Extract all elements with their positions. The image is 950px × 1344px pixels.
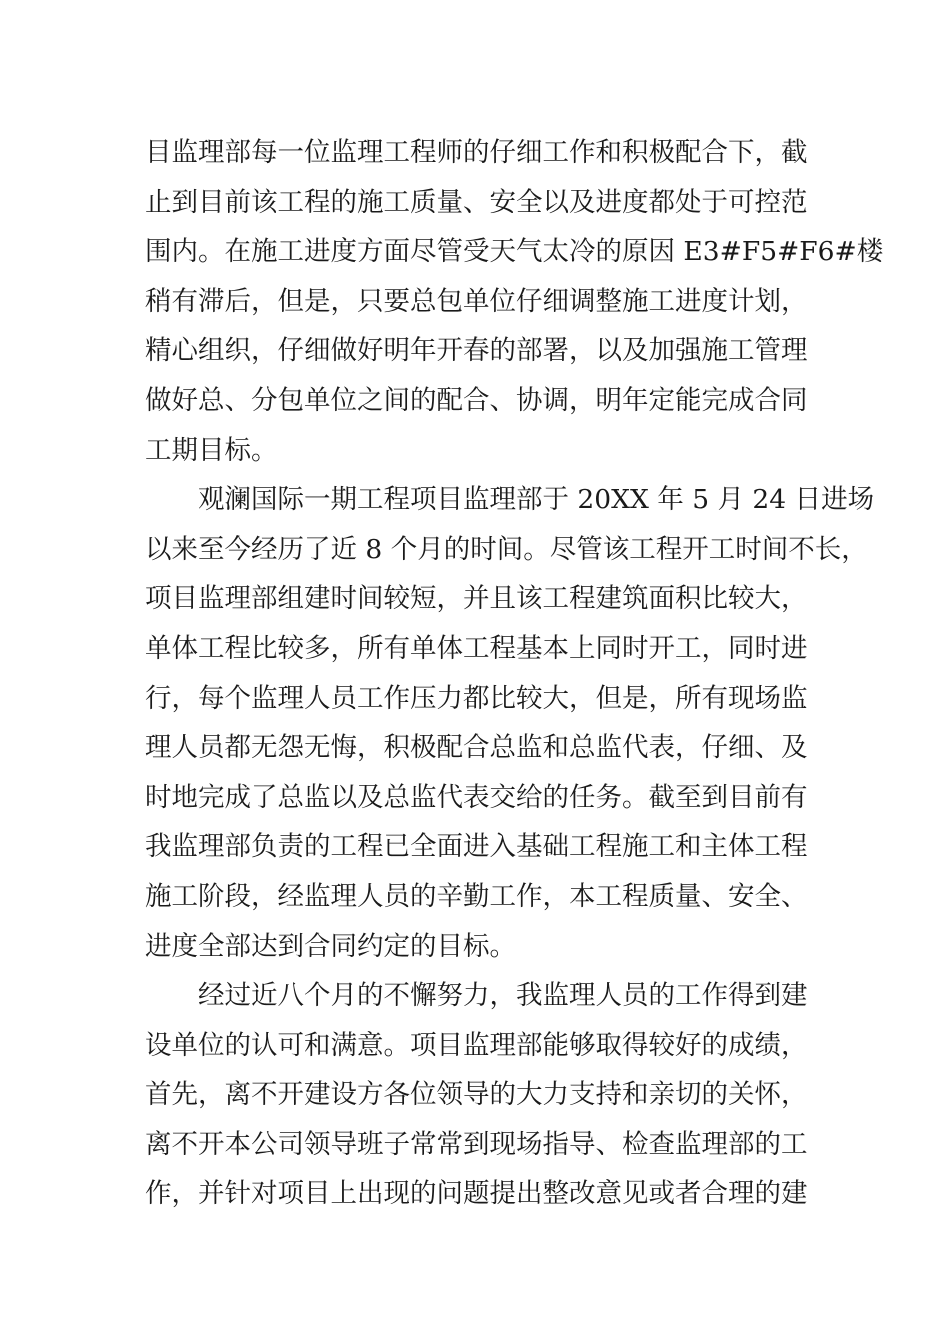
text-line: 单体工程比较多，所有单体工程基本上同时开工，同时进 [145, 632, 808, 664]
text-line: 项目监理部组建时间较短，并且该工程建筑面积比较大， [145, 583, 808, 615]
text-line: 离不开本公司领导班子常常到现场指导、检查监理部的工 [145, 1128, 808, 1160]
text-line: 行，每个监理人员工作压力都比较大，但是，所有现场监 [145, 682, 808, 714]
text-line: 理人员都无怨无悔，积极配合总监和总监代表，仔细、及 [145, 732, 808, 764]
text-line: 观澜国际一期工程项目监理部于 20XX 年 5 月 24 日进场 [198, 484, 875, 516]
text-line: 设单位的认可和满意。项目监理部能够取得较好的成绩， [145, 1029, 808, 1061]
text-line: 进度全部达到合同约定的目标。 [145, 930, 516, 962]
text-line: 止到目前该工程的施工质量、安全以及进度都处于可控范 [145, 186, 808, 218]
body-text [145, 128, 884, 1219]
text-line: 以来至今经历了近 8 个月的时间。尽管该工程开工时间不长， [145, 533, 868, 565]
text-line: 我监理部负责的工程已全面进入基础工程施工和主体工程 [145, 831, 808, 863]
text-line: 作，并针对项目上出现的问题提出整改意见或者合理的建 [145, 1178, 808, 1210]
text-line: 首先，离不开建设方各位领导的大力支持和亲切的关怀， [145, 1079, 808, 1111]
text-line: 经过近八个月的不懈努力，我监理人员的工作得到建 [198, 980, 808, 1012]
text-line: 目监理部每一位监理工程师的仔细工作和积极配合下，截 [145, 137, 808, 168]
text-line: 工期目标。 [145, 434, 278, 466]
text-line: 围内。在施工进度方面尽管受天气太冷的原因 E3#F5#F6#楼 [145, 236, 884, 268]
text-line: 精心组织，仔细做好明年开春的部署，以及加强施工管理 [145, 335, 808, 367]
text-line: 时地完成了总监以及总监代表交给的任务。截至到目前有 [145, 781, 808, 813]
text-line: 稍有滞后，但是，只要总包单位仔细调整施工进度计划， [145, 285, 808, 317]
text-line: 做好总、分包单位之间的配合、协调，明年定能完成合同 [145, 384, 808, 416]
text-line: 施工阶段，经监理人员的辛勤工作，本工程质量、安全、 [145, 880, 808, 912]
